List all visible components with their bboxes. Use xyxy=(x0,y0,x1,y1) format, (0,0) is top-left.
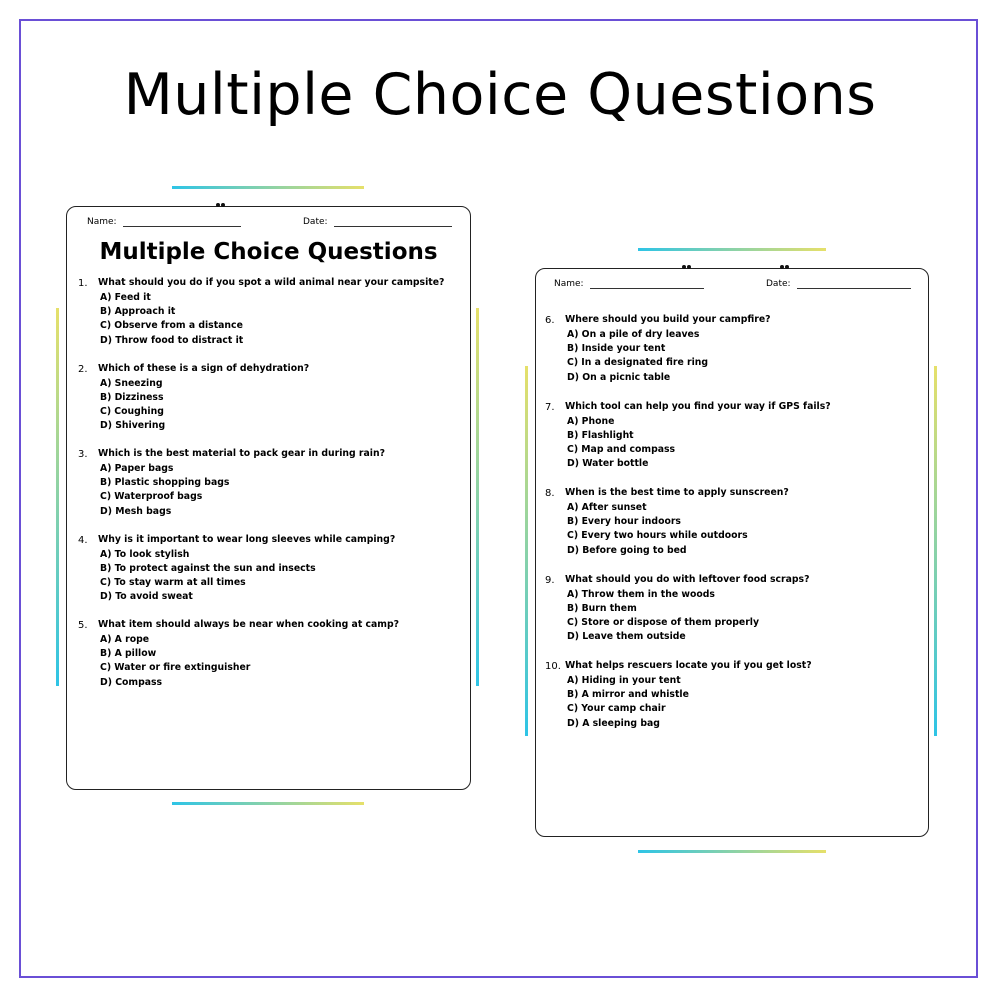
question-text: When is the best time to apply sunscreen? xyxy=(565,487,789,498)
name-field xyxy=(554,279,704,289)
answer-option: D) On a picnic table xyxy=(567,371,671,383)
question-number: 6. xyxy=(545,315,555,326)
answer-option: C) Waterproof bags xyxy=(100,491,203,503)
question-text: What should you do if you spot a wild animal near your campsite? xyxy=(98,277,445,288)
answer-option: A) Feed it xyxy=(100,292,151,303)
worksheet-page-1 xyxy=(66,206,471,790)
answer-option: B) Inside your tent xyxy=(567,343,666,355)
question-number: 10. xyxy=(545,661,561,672)
answer-options xyxy=(100,633,250,690)
answer-option: C) Every two hours while outdoors xyxy=(567,530,748,542)
answer-option: C) Your camp chair xyxy=(567,703,666,715)
answer-options xyxy=(100,548,316,605)
answer-option: B) Dizziness xyxy=(100,391,164,403)
name-label: Name: xyxy=(554,279,584,289)
question-text: Which tool can help you find your way if GPS fails? xyxy=(565,400,831,412)
question-number: 7. xyxy=(545,401,555,413)
page-title: Multiple Choice Questions xyxy=(123,62,877,128)
question-number: 4. xyxy=(78,534,88,546)
name-field xyxy=(87,217,241,227)
answer-option: A) To look stylish xyxy=(100,548,190,560)
answer-options xyxy=(567,674,689,731)
answer-option: A) Throw them in the woods xyxy=(567,588,715,600)
date-label: Date: xyxy=(303,217,328,227)
question-text: What item should always be near when cooking at camp? xyxy=(98,619,400,630)
answer-option: B) A mirror and whistle xyxy=(567,689,689,701)
answer-option: D) A sleeping bag xyxy=(567,717,660,729)
answer-option: B) To protect against the sun and insects xyxy=(100,562,316,574)
question-text: Which of these is a sign of dehydration? xyxy=(98,362,310,374)
question-text: Where should you build your campfire? xyxy=(565,314,771,325)
answer-option: D) Leave them outside xyxy=(567,631,686,643)
binder-clip xyxy=(780,265,789,270)
answer-option: C) In a designated fire ring xyxy=(567,357,709,369)
question-text: Which is the best material to pack gear in during rain? xyxy=(98,448,385,459)
question-text: What helps rescuers locate you if you get lost? xyxy=(565,660,812,671)
answer-option: C) Coughing xyxy=(100,405,164,417)
answer-option: B) Burn them xyxy=(567,602,637,614)
question-number: 2. xyxy=(78,363,88,375)
answer-options xyxy=(567,328,708,385)
answer-options xyxy=(567,588,759,645)
decor-line-bottom-right xyxy=(638,850,826,853)
answer-option: B) Flashlight xyxy=(567,429,634,441)
decor-line-top-right xyxy=(638,248,826,251)
question-text: Why is it important to wear long sleeves while camping? xyxy=(98,533,396,545)
decor-line-left-outer xyxy=(56,308,59,686)
date-label: Date: xyxy=(766,279,791,289)
name-label: Name: xyxy=(87,217,117,227)
answer-options xyxy=(567,501,748,558)
answer-option: D) Shivering xyxy=(100,420,166,432)
question-number: 1. xyxy=(78,278,88,289)
answer-option: D) Compass xyxy=(100,676,163,688)
worksheet-page-2 xyxy=(535,268,929,837)
answer-option: C) Map and compass xyxy=(567,443,676,455)
answer-option: C) To stay warm at all times xyxy=(100,576,246,588)
binder-clip xyxy=(216,203,225,208)
answer-option: B) Plastic shopping bags xyxy=(100,477,230,489)
answer-option: D) Throw food to distract it xyxy=(100,334,244,346)
date-field xyxy=(766,279,911,289)
answer-option: B) Approach it xyxy=(100,306,176,318)
decor-line-right-inner xyxy=(525,366,528,736)
answer-option: D) Mesh bags xyxy=(100,505,172,517)
question-number: 9. xyxy=(545,574,555,586)
date-line xyxy=(334,217,452,227)
answer-option: B) Every hour indoors xyxy=(567,516,681,528)
answer-options xyxy=(100,291,243,348)
answer-options xyxy=(567,415,675,472)
date-line xyxy=(797,279,911,289)
answer-option: D) To avoid sweat xyxy=(100,591,193,603)
name-line xyxy=(123,217,241,227)
question-number: 3. xyxy=(78,449,88,460)
answer-options xyxy=(100,377,165,434)
answer-option: D) Water bottle xyxy=(567,458,649,470)
worksheet-title: Multiple Choice Questions xyxy=(99,239,438,265)
name-line xyxy=(590,279,704,289)
decor-line-left-inner xyxy=(476,308,479,686)
answer-option: A) After sunset xyxy=(567,502,647,513)
date-field xyxy=(303,217,452,227)
answer-options xyxy=(100,462,229,519)
question-number: 5. xyxy=(78,620,88,631)
answer-option: A) Sneezing xyxy=(100,377,163,389)
decor-line-bottom-left xyxy=(172,802,364,805)
answer-option: A) On a pile of dry leaves xyxy=(567,329,700,340)
answer-option: B) A pillow xyxy=(100,648,157,660)
binder-clip xyxy=(682,265,691,270)
decor-line-top-left xyxy=(172,186,364,189)
decor-line-right-outer xyxy=(934,366,937,736)
answer-option: A) Paper bags xyxy=(100,463,174,474)
answer-option: A) Hiding in your tent xyxy=(567,675,681,686)
question-text: What should you do with leftover food scraps? xyxy=(565,573,810,585)
answer-option: C) Observe from a distance xyxy=(100,320,243,332)
answer-option: C) Water or fire extinguisher xyxy=(100,662,251,674)
answer-option: A) A rope xyxy=(100,634,150,645)
question-number: 8. xyxy=(545,488,555,499)
answer-option: C) Store or dispose of them properly xyxy=(567,616,760,628)
answer-option: D) Before going to bed xyxy=(567,544,687,556)
answer-option: A) Phone xyxy=(567,415,615,427)
